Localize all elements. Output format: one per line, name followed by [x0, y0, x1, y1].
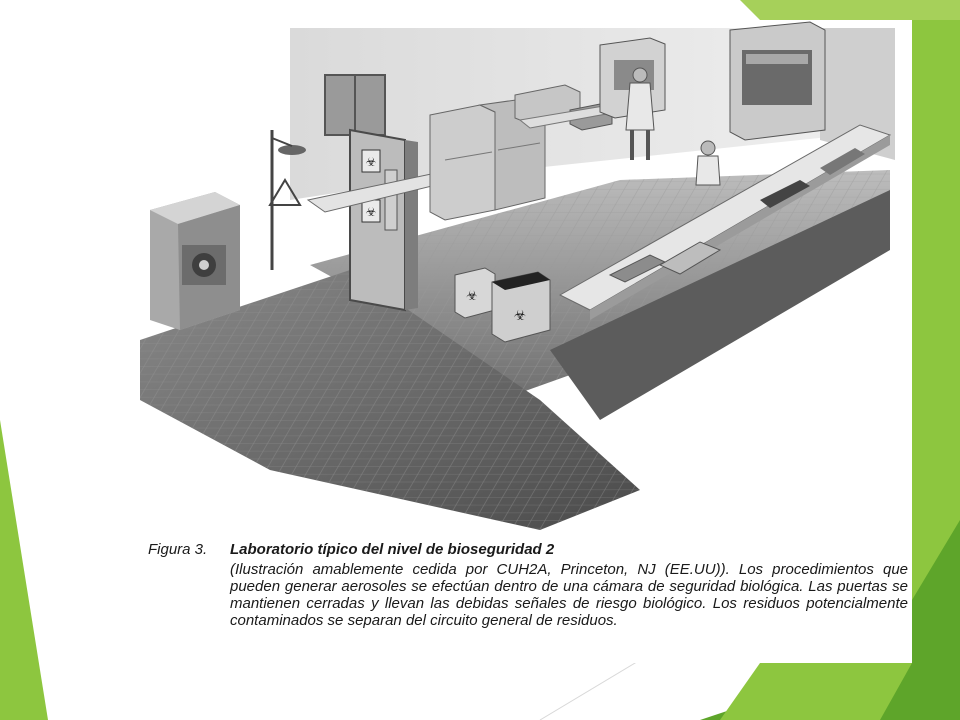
autoclave-icon	[150, 192, 240, 330]
emergency-shower-icon	[270, 130, 306, 270]
bottom-right-green-light	[720, 663, 912, 720]
svg-text:☣: ☣	[365, 155, 377, 169]
entrance-door	[350, 130, 418, 310]
caption-label: Figura 3.	[148, 541, 208, 558]
figure-panel	[120, 20, 912, 663]
svg-text:☣: ☣	[513, 308, 527, 324]
caption-text: (Ilustración amablemente cedida por CUH2A, Princeton, NJ (EE.UU)). Los procedimientos que pueden generar aerosoles se efectúan dentro de una cámara de seguridad biológica. Las puertas se mantienen cerradas y llevan las debidas señales de riesgo biológico. Los residuos potencialmente contaminados se separan del circuito general de residuos.	[230, 561, 908, 629]
svg-text:☣: ☣	[466, 289, 478, 304]
left-green-triangle	[0, 420, 48, 720]
accent-line	[540, 660, 640, 720]
caption-title: Laboratorio típico del nivel de bioseguridad 2	[230, 541, 555, 558]
svg-text:☣: ☣	[365, 205, 377, 219]
figure-caption	[148, 540, 908, 629]
lab-illustration	[120, 20, 912, 540]
